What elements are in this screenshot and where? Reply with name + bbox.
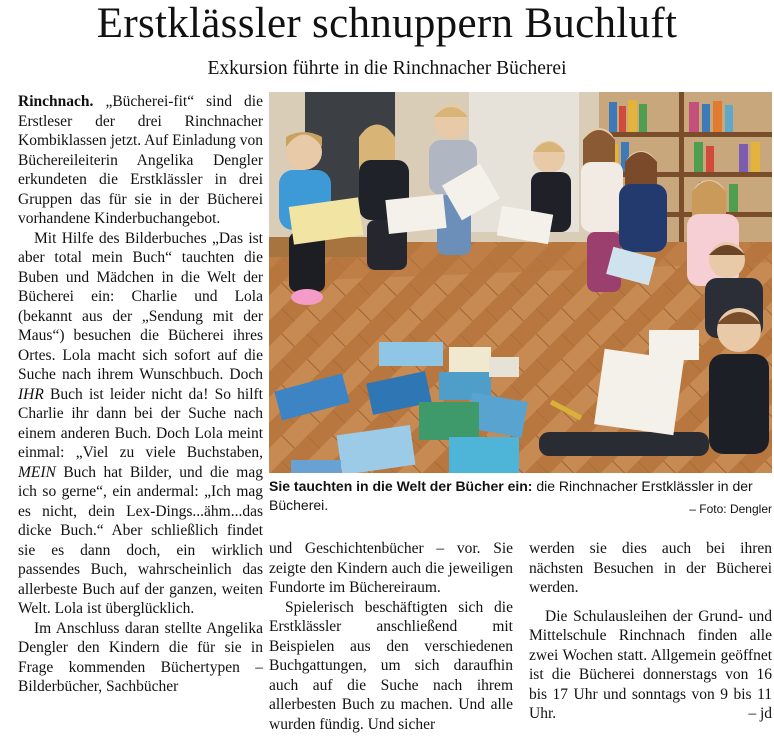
story-emphasis-ihr: IHR [18,385,44,403]
intro-text: „Bücherei-fit“ sind die Erstleser der drei Rinchnacher Kombiklassen jetzt. Auf Einladung von Büchereileiterin Angelika Dengler erkundeten die Erstklässler in drei Gruppen das für sie in der Bücherei vorhandene Kinderbuchangebot. [18,93,263,227]
paragraph-hours [529,607,772,724]
paragraph-booktypes: Im Anschluss daran stellte Angelika Dengler den Kindern die für sie in Frage kommenden Büchertypen – Bilderbücher, Sachbücher [18,619,263,695]
story-text-a: Mit Hilfe des Bilderbuches „Das ist aber total mein Buch“ tauchten die Buben und Mädchen in die Welt der Bücherei ein: Charlie und Lola (bekannt aus der „Sendung mit der Maus“) besuchen die Bücherei ihres Ortes. Lola macht sich sofort auf die Suche nach ihrem Wunschbuch. Doch [18,229,263,383]
caption-text: die Rinchnacher Erstklässler in der Bücherei. [269,478,753,513]
author-signature: – jd [748,705,772,722]
paragraph-activity: Spielerisch beschäftigten sich die Erstklässler anschließend mit Beispielen aus den verschiedenen Buchgattungen, um sich daraufhin auch auf die Suche nach ihrem allerbesten Buch zu machen. Und alle wurden fündig. Und sicher [269,598,513,733]
children-reading-photo [269,92,772,473]
paragraph-intro [18,92,263,229]
story-text-c: Buch hat Bilder, und die mag ich so gerne“, ein andermal: „Ich mag es nicht, dein Lex-Dings...ähm...das dicke Buch.“ Aber schließlich findet sie es dann doch, ein wirklich passendes Buch, wahrscheinlich das allerbeste Buch auf der ganzen, weiten Welt. Lola ist überglücklich. [18,463,263,617]
article-photo [269,92,772,473]
paragraph-story [18,229,263,619]
photo-credit: – Foto: Dengler [689,502,772,516]
paragraph-booktypes-cont: und Geschichtenbücher – vor. Sie zeigte den Kindern auch die jeweiligen Fundorte im Büchereiraum. [269,540,513,596]
text-column-2 [269,539,513,734]
story-emphasis-mein: MEIN [18,463,56,481]
article-headline: Erstklässler schnuppern Buchluft [96,0,678,47]
caption-lead: Sie tauchten in die Welt der Bücher ein: [269,478,533,494]
article-subheadline: Exkursion führte in die Rinchnacher Bücherei [207,58,567,79]
paragraph-activity-cont: werden sie dies auch bei ihren nächsten Besuchen in der Bücherei werden. [529,540,772,596]
hours-text: Die Schulausleihen der Grund- und Mittelschule Rinchnach finden alle zwei Wochen statt. Allgemein geöffnet ist die Bücherei donnerstags von 16 bis 17 Uhr und sonntags von 9 bis 11 Uhr. [529,607,772,722]
text-column-1 [18,92,263,732]
text-column-3 [529,539,772,734]
dateline: Rinchnach. [18,93,94,110]
story-text-b: Buch ist leider nicht da! So hilft Charlie ihr dann bei der Suche nach einem anderen Buch. Doch Lola meint einmal: „Viel zu viele Buchstaben, [18,385,263,461]
